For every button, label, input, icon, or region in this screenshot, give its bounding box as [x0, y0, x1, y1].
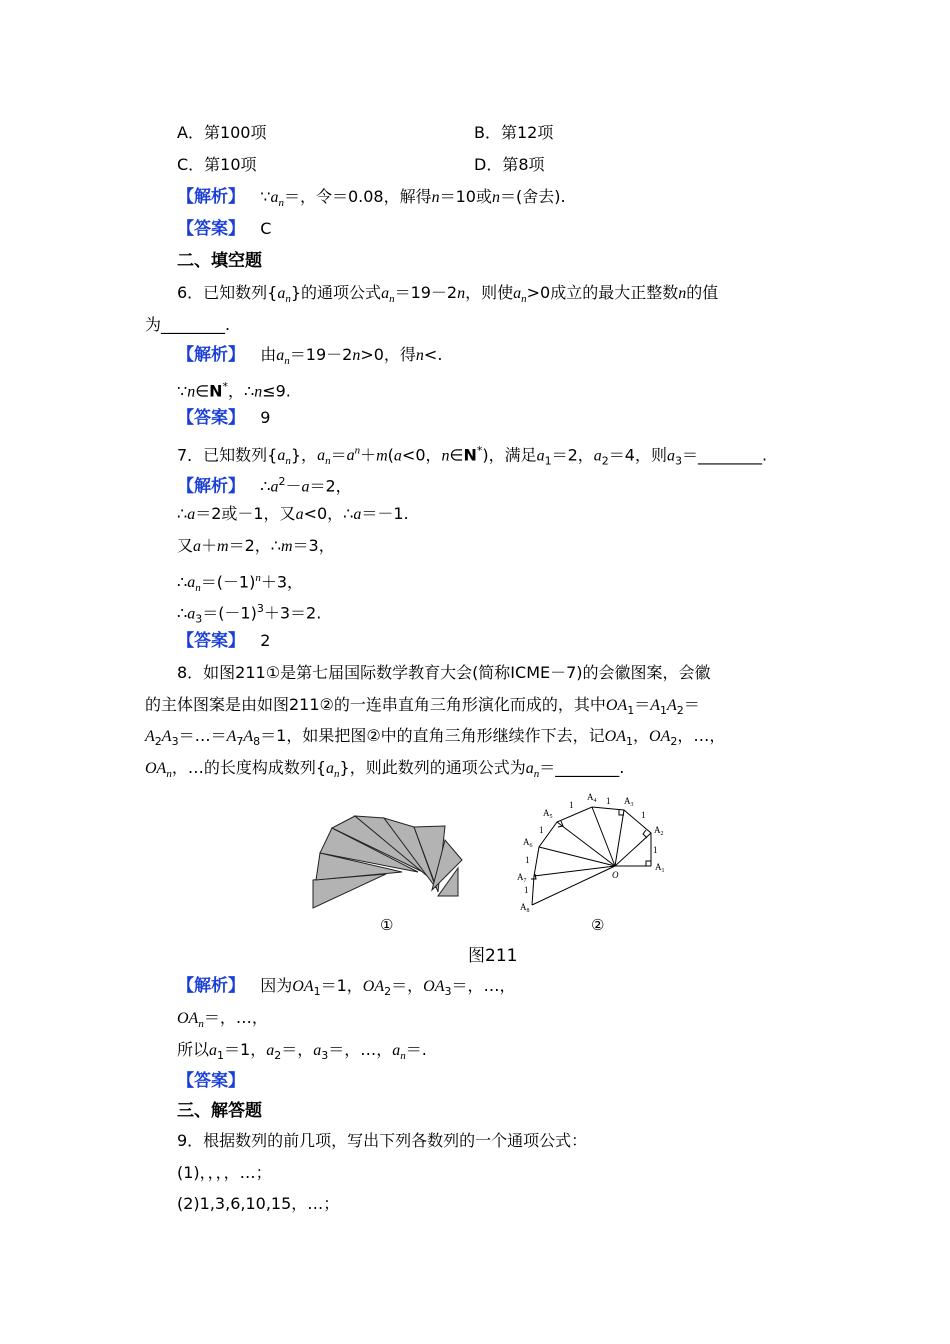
q8-analysis-text: ＝.	[405, 1040, 427, 1059]
q6-text: 的值	[686, 283, 719, 302]
q6-text: ，则使	[465, 283, 514, 302]
label-one: 1	[539, 825, 544, 835]
label-one: 1	[569, 800, 574, 810]
q7-text: ＝4，则	[608, 445, 667, 465]
q5-analysis: 【解析】 $\because a_n=$，令＝0.08，解得n＝10或n＝(舍去).	[177, 187, 566, 210]
q6-text: >0成立的最大正整数	[526, 283, 679, 302]
right-angle-mark	[646, 861, 651, 866]
q8-text: ，…的长度构成数列{	[171, 758, 327, 777]
q6-analysis-text: ≤9.	[262, 381, 291, 401]
q7-analysis-text: ＝－1.	[361, 504, 409, 523]
analysis-tag: 【解析】	[177, 976, 245, 996]
q7-text: )，满足	[482, 445, 537, 465]
q7-text: <0，	[401, 445, 442, 465]
q8-text: ＝1，如果把图②中的直角三角形继续作下去，记	[260, 726, 605, 745]
segment-oa6	[539, 847, 615, 866]
q7-analysis-text: ∴	[177, 572, 188, 592]
q8-analysis: 【解析】 因为$OA_1=1$，$OA_2=$，$OA_3=$，…，	[177, 976, 516, 999]
unit-segments	[532, 807, 651, 905]
q7-text: ＝	[330, 445, 347, 465]
q7-analysis-text: ＝3，	[292, 536, 335, 555]
q7-analysis-text: －	[285, 476, 302, 496]
q7-analysis-text: ＋3＝2.	[263, 603, 322, 623]
q8-answer	[177, 1070, 245, 1092]
q8-text: ＝…＝	[178, 726, 227, 745]
q7-analysis-text: ＝2，	[309, 476, 352, 496]
option-a: A．第100项	[177, 123, 267, 142]
q8-stem-line2: 的主体图案是由如图211②的一连串直角三角形演化而成的，其中$OA_1=A_1A_2=$	[145, 695, 700, 718]
q7-analysis-text: ＋	[201, 536, 218, 555]
q7-analysis: 【解析】 $\therefore a^2-a=2$，	[177, 475, 352, 497]
q5-analysis-text: ∵	[260, 187, 271, 206]
q8-analysis-line2: $OA_n=$，…，	[177, 1008, 268, 1031]
label-a7: $A_7$	[517, 872, 527, 884]
q6-analysis-text: ＝19－2	[289, 345, 353, 364]
q7-analysis-text: 又	[177, 536, 194, 555]
label-a8: $A_8$	[520, 902, 530, 914]
option-d: D．第8项	[474, 155, 545, 174]
q8-text: }，则此数列的通项公式为	[339, 758, 526, 777]
q6-answer	[177, 407, 270, 429]
q7-text: 7．已知数列{	[177, 445, 278, 465]
analysis-tag: 【解析】	[177, 345, 245, 365]
q7-answer	[177, 630, 270, 652]
answer-tag: 【答案】	[177, 408, 245, 428]
section-3-title: 三、解答题	[177, 1101, 262, 1121]
q8-analysis-text: 所以	[177, 1040, 210, 1059]
label-a4: $A_4$	[587, 792, 597, 804]
q6-text: ＝19－2	[394, 283, 458, 302]
q8-analysis-text: ＝，…，	[451, 976, 516, 995]
q6-analysis-line2: ∵n∈N*，∴n≤9.	[177, 380, 291, 401]
q8-stem-line1: 8．如图211①是第七届国际数学教育大会(简称ICME－7)的会徽图案，会徽	[177, 663, 711, 682]
icme-emblem-figure	[310, 810, 470, 915]
q6-analysis-text: <.	[423, 345, 443, 364]
q7-analysis-line3: 又a＋m＝2，∴m＝3，	[177, 536, 335, 555]
q6-analysis-text: ，∴	[228, 381, 255, 401]
q7-stem: 7．已知数列$\{a_n\}$，$a_n=a^n+m(a<0$，n∈N*)，满足$a_1=2$，$a_2=4$，则$a_3=\_\_\_\_\_\_\_\_$.	[177, 444, 768, 468]
q8-analysis-text: ＝，…，	[203, 1008, 268, 1027]
label-one: 1	[606, 796, 611, 806]
label-one: 1	[641, 810, 646, 820]
right-triangle-spiral-figure	[505, 790, 680, 918]
q8-stem-line3: $A_2A_3=\dots=A_7A_8=1$，如果把图②中的直角三角形继续作下去，记$OA_1$，$OA_2$，…，	[145, 726, 726, 749]
answer-value: C	[260, 219, 272, 238]
q6-analysis-text: 由	[260, 345, 277, 364]
q7-analysis-text: ∴	[177, 504, 188, 523]
q7-analysis-line2: ∴a＝2或－1，又a<0，∴a＝－1.	[177, 504, 409, 523]
q7-text: ＋	[360, 445, 377, 465]
label-one: 1	[653, 845, 658, 855]
q7-analysis-text: ＝2或－1，又	[195, 504, 296, 523]
q7-analysis-text: ＝(－1)	[200, 572, 256, 592]
q8-analysis-text: 因为	[260, 976, 293, 995]
figure-1-label: ①	[380, 918, 394, 934]
q6-analysis-text: ∈	[195, 381, 210, 401]
segment-oa8	[532, 866, 615, 905]
q5-analysis-text: ＝(舍去).	[499, 187, 566, 206]
q6-analysis-text: >0，得	[360, 345, 416, 364]
answer-value: 2	[260, 631, 271, 650]
q7-analysis-text: ＝2，∴	[228, 536, 281, 555]
q6-stem: 6．已知数列$\{a_n\}$的通项公式$a_n=19-2n$，则使$a_n>0$成立的最大正整数n的值	[177, 283, 719, 306]
analysis-tag: 【解析】	[177, 476, 245, 497]
q9-part-2: (2)1,3,6,10,15，…；	[177, 1194, 340, 1213]
label-a3: $A_3$	[624, 796, 634, 808]
label-a5: $A_5$	[543, 808, 553, 820]
answer-tag: 【答案】	[177, 219, 245, 239]
q7-text: (	[387, 445, 394, 465]
q7-analysis-text: ∴	[260, 476, 271, 496]
q7-text: ＝2，	[551, 445, 594, 465]
segment-oa7	[534, 866, 615, 876]
q8-analysis-text: ＝，	[391, 976, 424, 995]
label-one: 1	[524, 885, 529, 895]
answer-tag: 【答案】	[177, 1071, 245, 1091]
q7-analysis-text: ∴	[177, 603, 188, 623]
q7-analysis-line5: $\therefore a_3=(-1)^3+3=2$.	[177, 602, 322, 626]
answer-tag: 【答案】	[177, 631, 245, 651]
q7-analysis-text: ＝(－1)	[202, 603, 257, 623]
q6-text: 6．已知数列{	[177, 283, 278, 302]
q6-analysis: 【解析】 由$a_n=19-2n>0$，得n<.	[177, 345, 443, 368]
q8-analysis-text: ＝1，	[224, 1040, 267, 1059]
q9-stem: 9．根据数列的前几项，写出下列各数列的一个通项公式：	[177, 1131, 588, 1150]
right-angle-mark	[558, 821, 563, 827]
figure-caption: 图211	[468, 946, 518, 966]
q5-answer	[177, 218, 271, 240]
q5-analysis-text: ＝10或	[439, 187, 492, 206]
q7-analysis-line4: $\therefore a_n=(-1)^n+3$，	[177, 572, 304, 595]
answer-value: 9	[260, 408, 271, 427]
q7-text: }，	[290, 445, 318, 465]
q5-analysis-text: ＝，令＝0.08，解得	[283, 187, 432, 206]
q8-analysis-text: ＝，	[281, 1040, 314, 1059]
section-2-title: 二、填空题	[177, 251, 262, 271]
label-one: 1	[525, 855, 530, 865]
figure-2-label: ②	[591, 918, 605, 934]
option-c: C．第10项	[177, 155, 257, 174]
label-o: O	[612, 870, 619, 880]
q8-analysis-text: ＝1，	[320, 976, 363, 995]
label-a6: $A_6$	[523, 837, 533, 849]
q8-analysis-text: ＝，…，	[328, 1040, 393, 1059]
q7-analysis-text: <0，∴	[303, 504, 354, 523]
q8-text: 的主体图案是由如图211②的一连串直角三角形演化而成的，其中	[145, 695, 606, 714]
q9-part-1: (1)，，，，…；	[177, 1163, 272, 1182]
q6-stem-line2: 为________.	[145, 315, 231, 334]
q7-text: ∈	[449, 445, 464, 465]
q7-text: ＝________.	[681, 445, 768, 465]
q8-text: ＝________.	[539, 758, 625, 777]
analysis-tag: 【解析】	[177, 187, 245, 207]
label-a1: $A_1$	[655, 862, 665, 874]
q8-analysis-line3: 所以$a_1=1$，$a_2=$，$a_3=$，…，$a_n=$.	[177, 1040, 427, 1063]
q6-analysis-text: ∵	[177, 381, 188, 401]
option-b: B．第12项	[474, 123, 554, 142]
segment-oa3	[615, 810, 624, 866]
label-a2: $A_2$	[654, 825, 664, 837]
q8-stem-line4: $OA_n$，…的长度构成数列$\{a_n\}$，则此数列的通项公式为$a_n=\_\_\_\_\_\_\_\_$.	[145, 758, 625, 781]
q7-analysis-text: ＋3，	[260, 572, 304, 592]
q6-text: }的通项公式	[290, 283, 382, 302]
right-angle-mark	[643, 830, 647, 838]
